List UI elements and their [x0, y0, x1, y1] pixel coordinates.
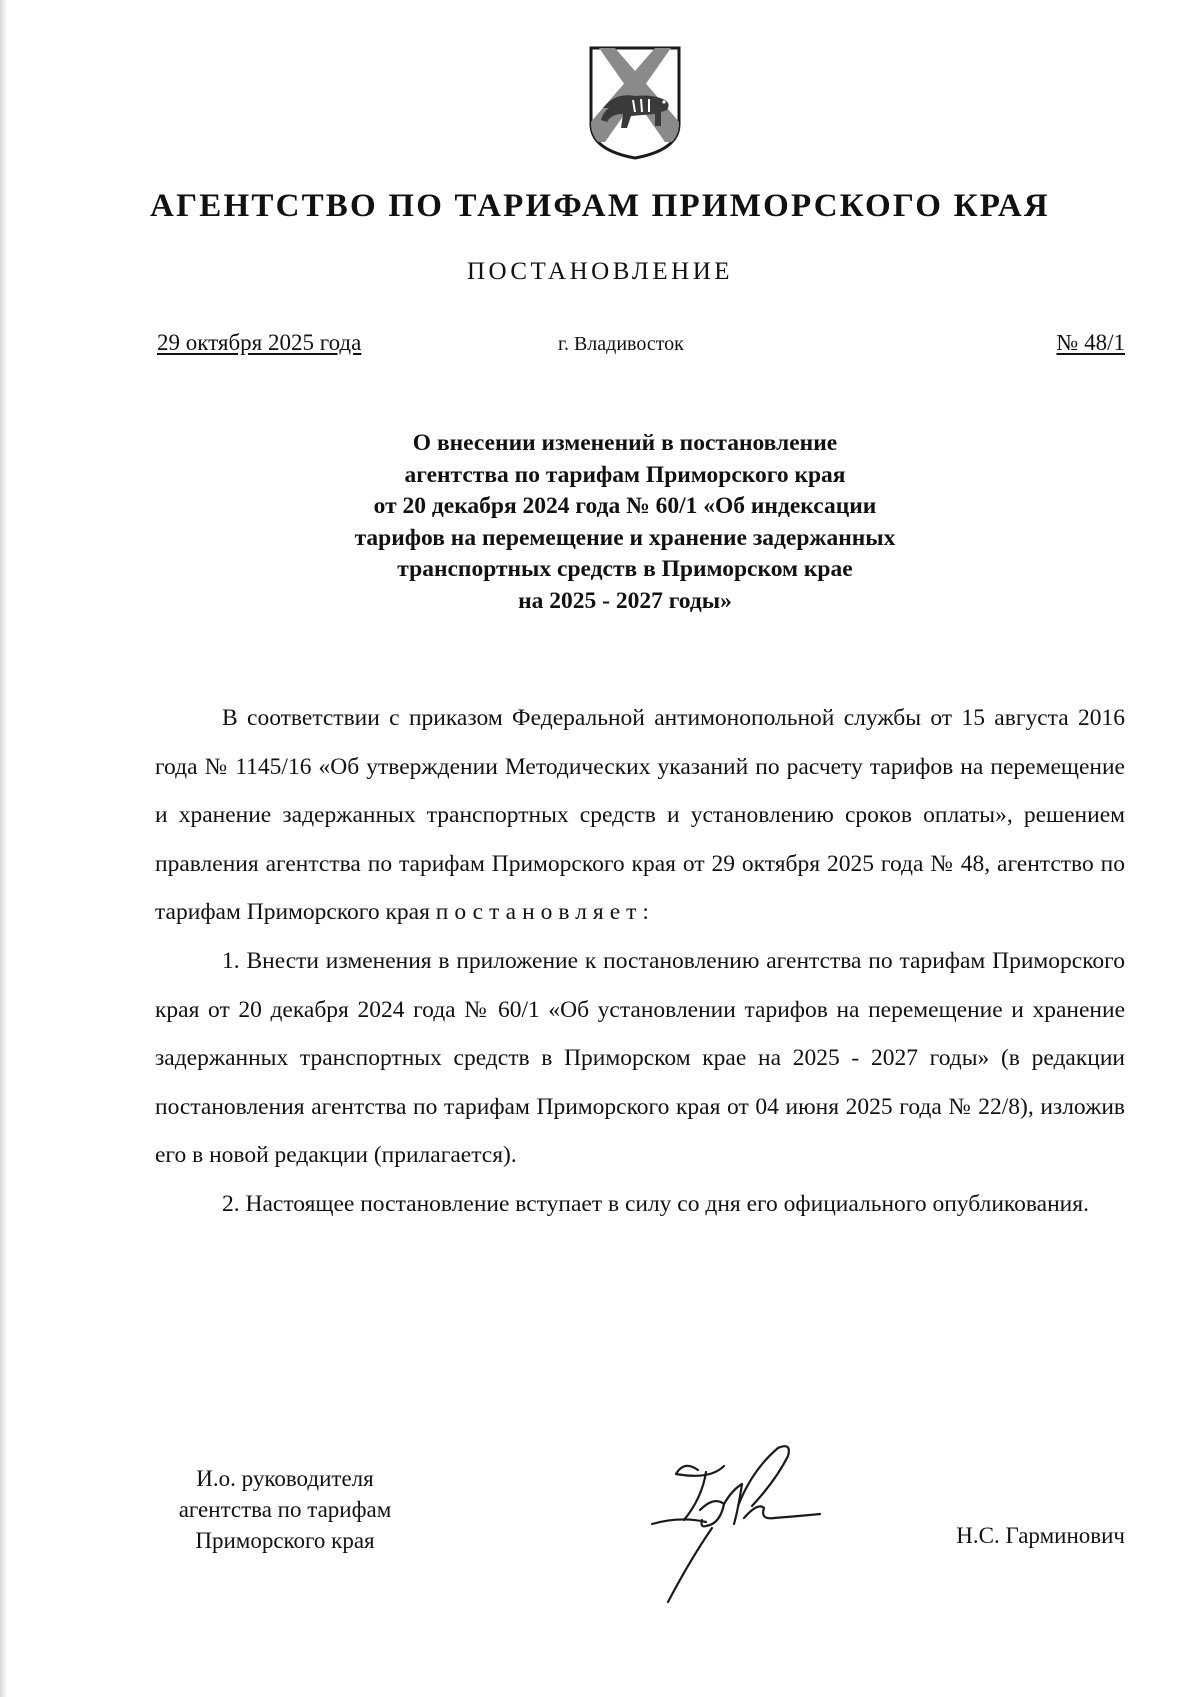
scan-edge-shadow	[0, 0, 7, 1697]
signer-name: Н.С. Гарминович	[956, 1523, 1125, 1548]
signer-position-line: И.о. руководителя	[196, 1466, 374, 1491]
document-number: № 48/1	[1056, 330, 1125, 355]
item-2-paragraph: 2. Настоящее постановление вступает в силу со дня его официального опубликования.	[222, 1190, 1089, 1217]
heading-line: от 20 декабря 2024 года № 60/1 «Об индексации	[373, 493, 877, 519]
document-body	[155, 694, 1125, 1229]
signer-position-line: агентства по тарифам	[178, 1497, 392, 1522]
handwritten-signature-icon	[640, 1440, 830, 1620]
document-date: 29 октября 2025 года	[157, 330, 362, 355]
signer-position	[150, 1463, 420, 1556]
resolves-word: постановляет:	[435, 899, 655, 926]
heading-line: на 2025 - 2027 годы»	[518, 587, 732, 614]
agency-title: АГЕНТСТВО ПО ТАРИФАМ ПРИМОРСКОГО КРАЯ	[150, 188, 1050, 224]
document-city: г. Владивосток	[558, 333, 684, 355]
heading-line: тарифов на перемещение и хранение задержанных	[354, 524, 896, 551]
signer-position-line: Приморского края	[195, 1528, 375, 1553]
coat-of-arms-icon	[585, 42, 685, 162]
item-1-paragraph: 1. Внести изменения в приложение к постановлению агентства по тарифам Приморского края от 20 декабря 2024 года № 60/1 «Об установлении тарифов на перемещение и хранение задержанных транспортных средств в Приморском крае на 2025 - 2027 годы» (в редакции постановления агентства по тарифам Приморского края от 04 июня 2025 года № 22/8), изложив его в новой редакции (прилагается).	[155, 947, 1125, 1169]
heading-line: агентства по тарифам Приморского края	[404, 461, 846, 488]
heading-line: О внесении изменений в постановление	[412, 430, 838, 456]
document-type: ПОСТАНОВЛЕНИЕ	[466, 258, 734, 285]
preamble-text: В соответствии с приказом Федеральной антимонопольной службы от 15 августа 2016 года № 1145/16 «Об утверждении Методических указаний по расчету тарифов на перемещение и хранение задержанных транспортных средств и установлению сроков оплаты», решением правления агентства по тарифам Приморского края от 29 октября 2025 года № 48, агентство по тарифам Приморского края	[155, 705, 1125, 926]
preamble-paragraph	[155, 694, 1125, 937]
heading-line: транспортных средств в Приморском крае	[397, 556, 853, 582]
document-heading	[200, 428, 1050, 617]
